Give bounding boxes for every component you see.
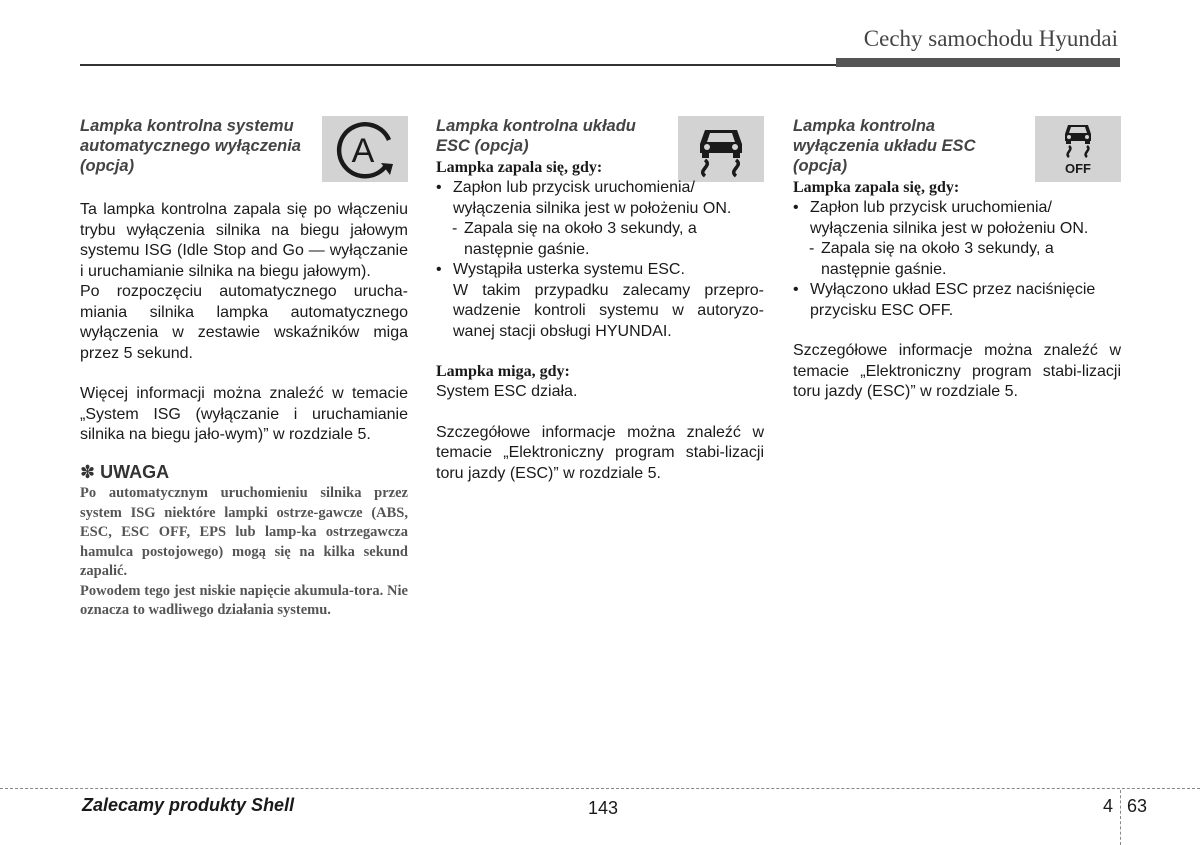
paragraph: System ESC działa.: [436, 383, 578, 400]
footer-section-page: 63: [1127, 796, 1148, 816]
list-item: • Wyłączono układ ESC przez naciśnięcie przycisku ESC OFF.: [793, 280, 1121, 321]
auto-stop-icon: [322, 116, 408, 182]
list-item: • Wystąpiła usterka systemu ESC.: [436, 260, 764, 281]
column-auto-stop: [80, 116, 408, 621]
note-paragraph: Powodem tego jest niskie napięcie akumula-tora. Nie oznacza to wadliwego działania systemu.: [80, 582, 408, 618]
footer-separator: [1120, 790, 1121, 845]
paragraph: Ta lampka kontrolna zapala się po włączeniu trybu wyłączenia silnika na biegu jałowym systemu ISG (Idle Stop and Go — wyłączanie i uruchamianie silnika na biegu jałowym).: [80, 201, 408, 280]
header-rule-accent: [836, 58, 1120, 67]
section-heading: Lampka kontrolna systemu automatycznego wyłączenia (opcja): [80, 117, 301, 175]
page-header-title: Cechy samochodu Hyundai: [863, 26, 1118, 51]
list-item: • Zapłon lub przycisk uruchomienia/ wyłączenia silnika jest w położeniu ON.: [436, 178, 764, 219]
list-subitem: - Zapala się na około 3 sekundy, a następnie gaśnie.: [436, 219, 764, 260]
esc-skid-car-icon: [678, 116, 764, 182]
footer-tagline: Zalecamy produkty Shell: [82, 795, 295, 815]
paragraph: Szczegółowe informacje można znaleźć w temacie „Elektroniczny program stabi-lizacji toru jazdy (ESC)” w rozdziale 5.: [793, 342, 1121, 400]
column-esc-off: [793, 116, 1121, 403]
paragraph: Po rozpoczęciu automatycznego urucha-miania silnika lampka automatycznego wyłączenia w zestawie wskaźników miga przez 5 sekund.: [80, 283, 408, 362]
column-esc: [436, 116, 764, 484]
note-title: ✽ UWAGA: [80, 461, 170, 482]
section-header: [793, 116, 1121, 198]
paragraph: Więcej informacji można znaleźć w temacie „System ISG (wyłączanie i uruchamianie silnika na biegu jało-wym)” w rozdziale 5.: [80, 385, 408, 443]
subheading: Lampka zapala się, gdy:: [436, 159, 603, 176]
header-rule: [80, 64, 836, 66]
paragraph: W takim przypadku zalecamy przepro-wadzenie kontroli systemu w autoryzo-wanej stacji obsługi HYUNDAI.: [453, 281, 764, 340]
list-item: • Zapłon lub przycisk uruchomienia/ wyłączenia silnika jest w położeniu ON.: [793, 198, 1121, 239]
section-heading: Lampka kontrolna układu ESC (opcja): [436, 117, 636, 155]
footer-chapter: 4: [1103, 796, 1114, 816]
footer-page-number: 143: [588, 798, 619, 818]
esc-off-icon-label: OFF: [1065, 161, 1091, 176]
subheading: Lampka zapala się, gdy:: [793, 179, 960, 196]
auto-stop-icon-letter: A: [351, 132, 375, 170]
subheading: Lampka miga, gdy:: [436, 363, 570, 380]
paragraph: Szczegółowe informacje można znaleźć w temacie „Elektroniczny program stabi-lizacji toru jazdy (ESC)” w rozdziale 5.: [436, 423, 764, 482]
esc-off-icon: [1035, 116, 1121, 182]
section-header: [436, 116, 764, 178]
note-paragraph: Po automatycznym uruchomieniu silnika przez system ISG niektóre lampki ostrze-gawcze (ABS, ESC, ESC OFF, EPS lub lamp-ka ostrzegawcza hamulca postojowego) mogą się na kilka sekund zapalić.: [80, 485, 408, 579]
list-subitem: - Zapala się na około 3 sekundy, a następnie gaśnie.: [793, 239, 1121, 280]
footer-divider: [0, 788, 1200, 789]
section-header: [80, 116, 408, 182]
section-heading: Lampka kontrolna wyłączenia układu ESC (opcja): [793, 117, 976, 175]
